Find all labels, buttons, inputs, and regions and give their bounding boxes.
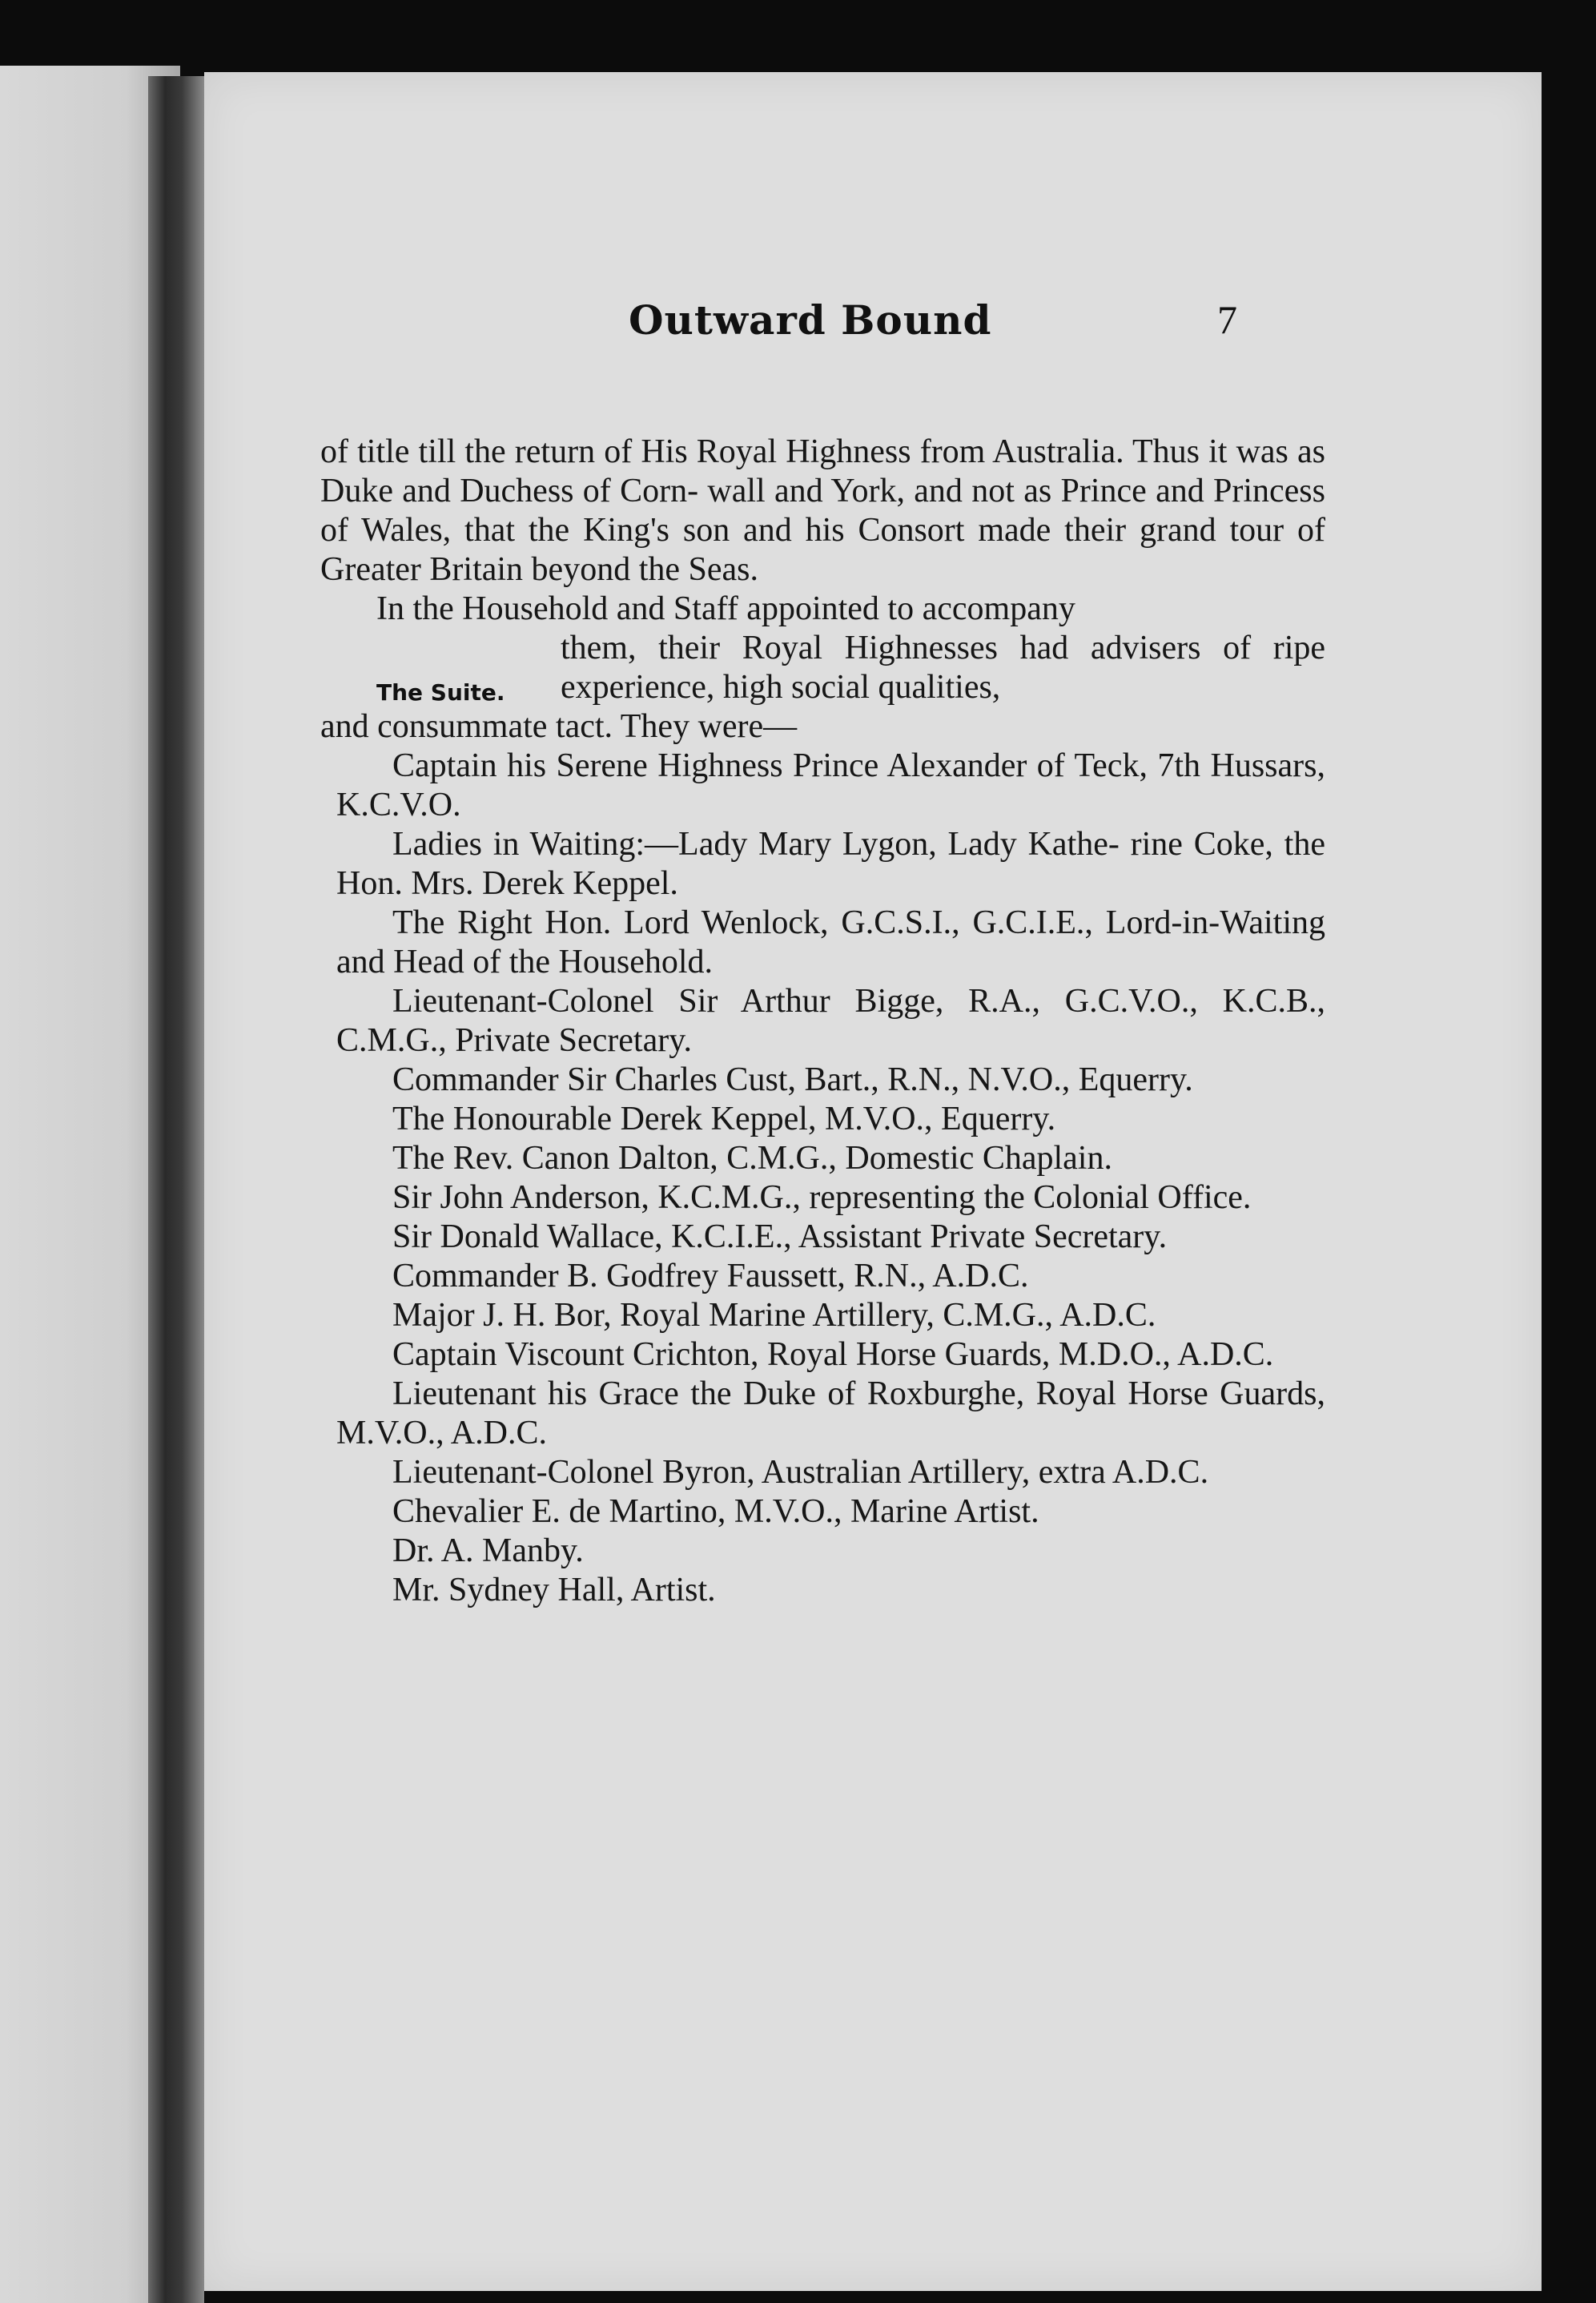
suite-member: Mr. Sydney Hall, Artist. [392,1572,716,1608]
suite-member: Lieutenant-Colonel Sir Arthur Bigge, R.A., G.C.V.O., K.C.B., C.M.G., Private Secretary. [336,983,1325,1059]
suite-member: The Rev. Canon Dalton, C.M.G., Domestic Chaplain. [392,1140,1112,1177]
suite-member: Captain Viscount Crichton, Royal Horse Guards, M.D.O., A.D.C. [392,1336,1274,1373]
book-binding [148,76,204,2303]
running-title: Outward Bound [629,296,992,344]
book-page [204,72,1542,2291]
suite-member: Major J. H. Bor, Royal Marine Artillery, C.M.G., A.D.C. [392,1297,1156,1334]
paragraph: them, their Royal Highnesses had advisers of ripe experience, high social qualities, [561,630,1325,706]
suite-member: Sir John Anderson, K.C.M.G., representing the Colonial Office. [392,1179,1252,1216]
marginal-note: The Suite. [376,679,505,706]
paragraph: of title till the return of His Royal Highness from Australia. Thus it was as Duke and Duchess of Corn- wall and York, and not as Prince and Princess of Wales, that the King's son and his Consort made their grand tour of Greater Britain beyond the Seas. [320,433,1325,588]
paragraph: In the Household and Staff appointed to accompany [376,590,1075,627]
suite-member: Captain his Serene Highness Prince Alexander of Teck, 7th Hussars, K.C.V.O. [336,747,1325,823]
sidenote-block [320,629,1325,707]
body-text [320,433,1325,1610]
suite-member: Lieutenant-Colonel Byron, Australian Artillery, extra A.D.C. [392,1454,1209,1491]
page-number: 7 [1217,297,1237,342]
page-header [204,296,1542,352]
paragraph: and consummate tact. They were— [320,708,798,745]
suite-member: Sir Donald Wallace, K.C.I.E., Assistant Private Secretary. [392,1218,1168,1255]
suite-member: Commander Sir Charles Cust, Bart., R.N., N.V.O., Equerry. [392,1061,1193,1098]
suite-member: Lieutenant his Grace the Duke of Roxburghe, Royal Horse Guards, M.V.O., A.D.C. [336,1375,1325,1451]
suite-member: Chevalier E. de Martino, M.V.O., Marine Artist. [392,1493,1039,1530]
suite-member: Dr. A. Manby. [392,1532,584,1569]
suite-member: Ladies in Waiting:—Lady Mary Lygon, Lady Kathe- rine Coke, the Hon. Mrs. Derek Keppel. [336,826,1325,902]
suite-member: The Honourable Derek Keppel, M.V.O., Equerry. [392,1101,1056,1137]
suite-member: The Right Hon. Lord Wenlock, G.C.S.I., G.C.I.E., Lord-in-Waiting and Head of the Household. [336,904,1325,980]
suite-member: Commander B. Godfrey Faussett, R.N., A.D.C. [392,1258,1029,1294]
